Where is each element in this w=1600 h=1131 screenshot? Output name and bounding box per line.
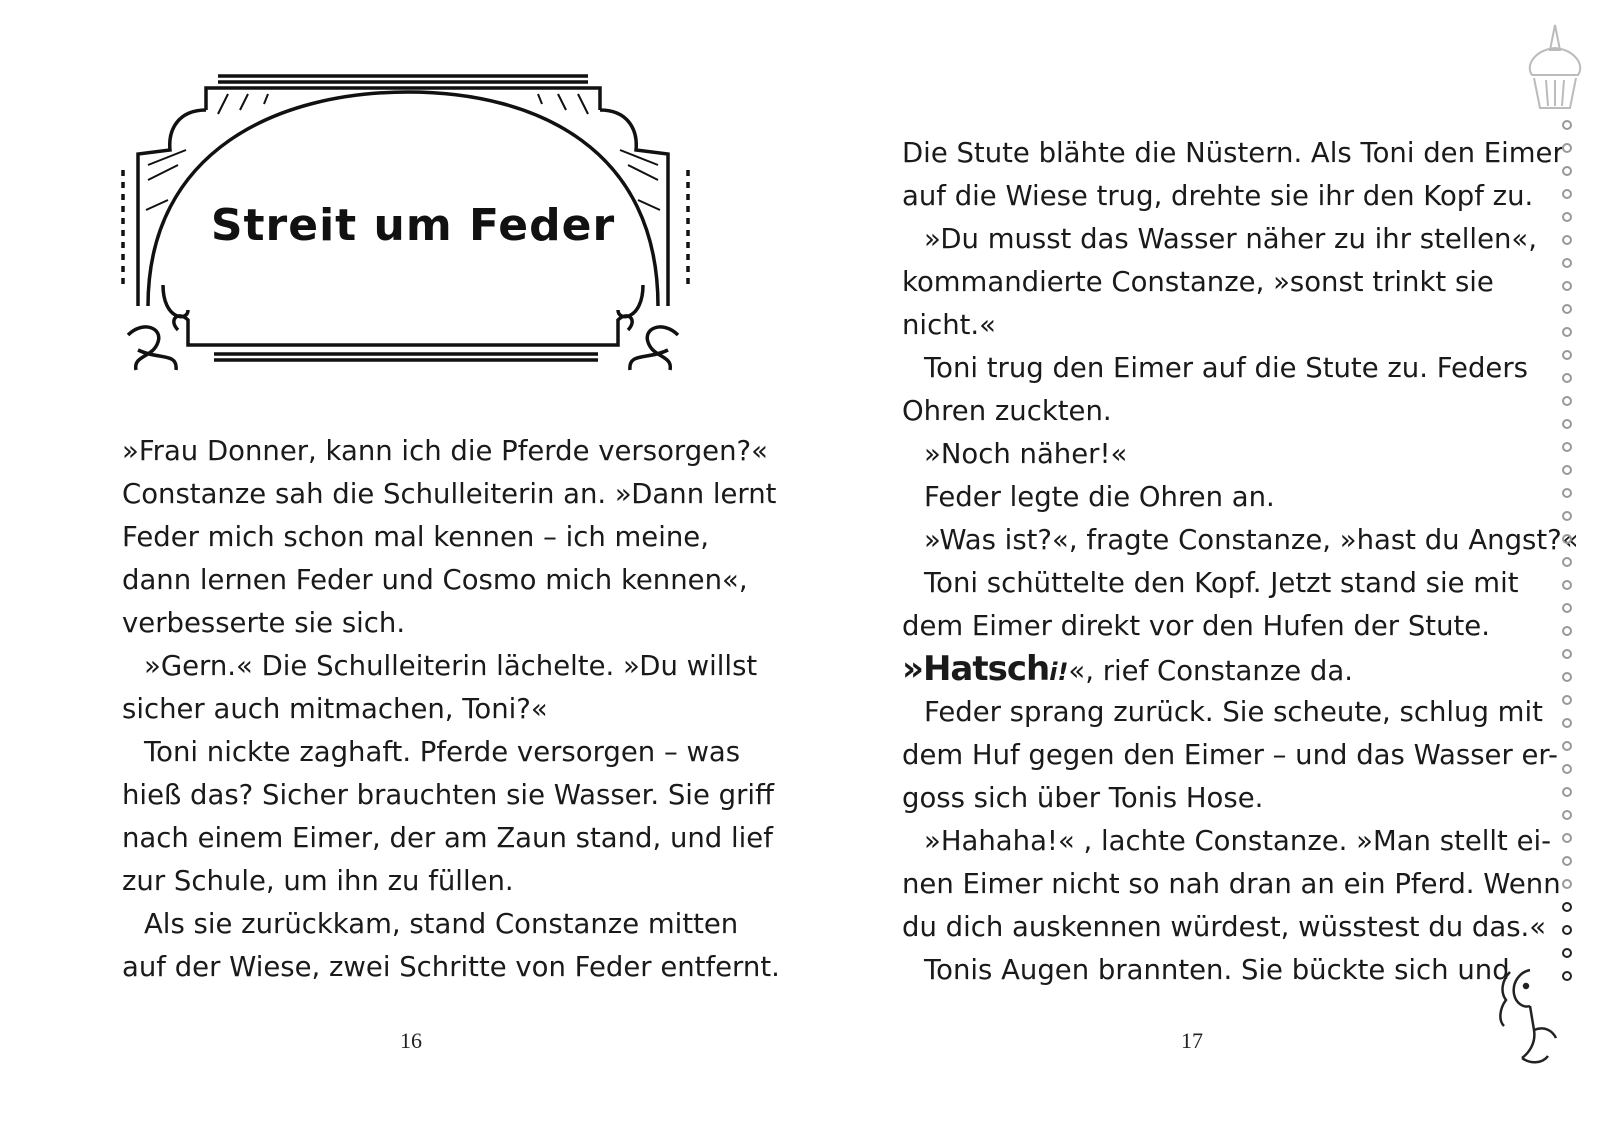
border-dot (1562, 327, 1572, 337)
page-number-left: 16 (400, 1028, 422, 1053)
sneeze-word: Hatsch (922, 649, 1050, 689)
text-line: nach einem Eimer, der am Zaun stand, und lief (122, 822, 773, 854)
text-line: Toni schüttelte den Kopf. Jetzt stand sie mit (924, 567, 1519, 599)
border-dot (1562, 166, 1572, 176)
border-dot (1562, 764, 1572, 774)
text-line: auf der Wiese, zwei Schritte von Feder entfernt. (122, 951, 780, 983)
text-line: »Gern.« Die Schulleiterin lächelte. »Du willst (144, 650, 758, 682)
border-dot (1562, 419, 1572, 429)
border-dot (1562, 695, 1572, 705)
border-dot (1562, 948, 1572, 958)
sneeze-word-tail: i! (1049, 658, 1069, 686)
border-dot (1562, 189, 1572, 199)
text-line: zur Schule, um ihn zu füllen. (122, 865, 514, 897)
border-dot (1562, 258, 1572, 268)
text-line: sicher auch mitmachen, Toni?« (122, 693, 548, 725)
text-line: auf die Wiese trug, drehte sie ihr den Kopf zu. (902, 180, 1534, 212)
border-dot (1562, 856, 1572, 866)
border-dot (1562, 304, 1572, 314)
border-dot (1562, 626, 1572, 636)
text-line: Toni trug den Eimer auf die Stute zu. Feders (924, 352, 1528, 384)
text-line: dem Eimer direkt vor den Hufen der Stute. (902, 610, 1490, 642)
text-line: dann lernen Feder und Cosmo mich kennen«, (122, 564, 748, 596)
text-line: dem Huf gegen den Eimer – und das Wasser er- (902, 739, 1558, 771)
border-dot (1562, 557, 1572, 567)
text-line: nicht.« (902, 309, 996, 341)
text-line: »Frau Donner, kann ich die Pferde versorgen?« (122, 435, 768, 467)
sneeze-rest: «, rief Constanze da. (1068, 655, 1353, 687)
text-line: Tonis Augen brannten. Sie bückte sich und (924, 954, 1510, 986)
border-dot (1562, 143, 1572, 153)
sneeze-line (902, 648, 1486, 691)
border-dot (1562, 281, 1572, 291)
text-line: Die Stute blähte die Nüstern. Als Toni den Eimer (902, 137, 1564, 169)
text-line: goss sich über Tonis Hose. (902, 782, 1264, 814)
border-dot (1562, 442, 1572, 452)
chapter-title: Streit um Feder (210, 200, 616, 251)
text-line: hieß das? Sicher brauchten sie Wasser. Sie griff (122, 779, 774, 811)
text-line: Feder sprang zurück. Sie scheute, schlug mit (924, 696, 1543, 728)
right-page-text (902, 132, 1579, 992)
border-dot (1562, 833, 1572, 843)
pony-icon (1490, 960, 1580, 1075)
dotted-border (1556, 120, 1580, 1020)
border-dot (1562, 120, 1572, 130)
text-line: »Hahaha!« , lachte Constanze. »Man stellt ei- (924, 825, 1552, 857)
border-dot (1562, 741, 1572, 751)
text-line: Feder legte die Ohren an. (924, 481, 1275, 513)
border-dot (1562, 511, 1572, 521)
page-number-right: 17 (1181, 1028, 1203, 1053)
border-dot (1562, 902, 1572, 912)
text-line: Toni nickte zaghaft. Pferde versorgen – was (144, 736, 741, 768)
border-dot (1562, 580, 1572, 590)
border-dot (1562, 373, 1572, 383)
border-dot (1562, 925, 1572, 935)
text-line: Constanze sah die Schulleiterin an. »Dann lernt (122, 478, 777, 510)
text-line: kommandierte Constanze, »sonst trinkt sie (902, 266, 1494, 298)
border-dot (1562, 396, 1572, 406)
border-dot (1562, 879, 1572, 889)
right-page (800, 0, 1600, 1131)
border-dot (1562, 649, 1572, 659)
text-line: verbesserte sie sich. (122, 607, 406, 639)
text-line: du dich auskennen würdest, wüsstest du das.« (902, 911, 1547, 943)
border-dot (1562, 603, 1572, 613)
border-dot (1562, 212, 1572, 222)
text-line: Ohren zuckten. (902, 395, 1112, 427)
text-line: Als sie zurückkam, stand Constanze mitten (144, 908, 739, 940)
text-line: »Du musst das Wasser näher zu ihr stellen«, (924, 223, 1537, 255)
border-dot (1562, 465, 1572, 475)
left-page-text (122, 430, 780, 989)
text-line: Feder mich schon mal kennen – ich meine, (122, 521, 709, 553)
text-line: »Noch näher!« (924, 438, 1128, 470)
border-dot (1562, 810, 1572, 820)
border-dot (1562, 534, 1572, 544)
border-dot (1562, 787, 1572, 797)
text-line: »Was ist?«, fragte Constanze, »hast du Angst?« (924, 524, 1579, 556)
border-dot (1562, 718, 1572, 728)
border-dot (1562, 235, 1572, 245)
chapter-frame-icon (118, 70, 698, 390)
sneeze-open-quote: » (902, 649, 923, 689)
cupcake-icon (1520, 20, 1590, 120)
border-dot (1562, 672, 1572, 682)
border-dot (1562, 350, 1572, 360)
text-line: nen Eimer nicht so nah dran an ein Pferd. Wenn (902, 868, 1561, 900)
border-dot (1562, 488, 1572, 498)
